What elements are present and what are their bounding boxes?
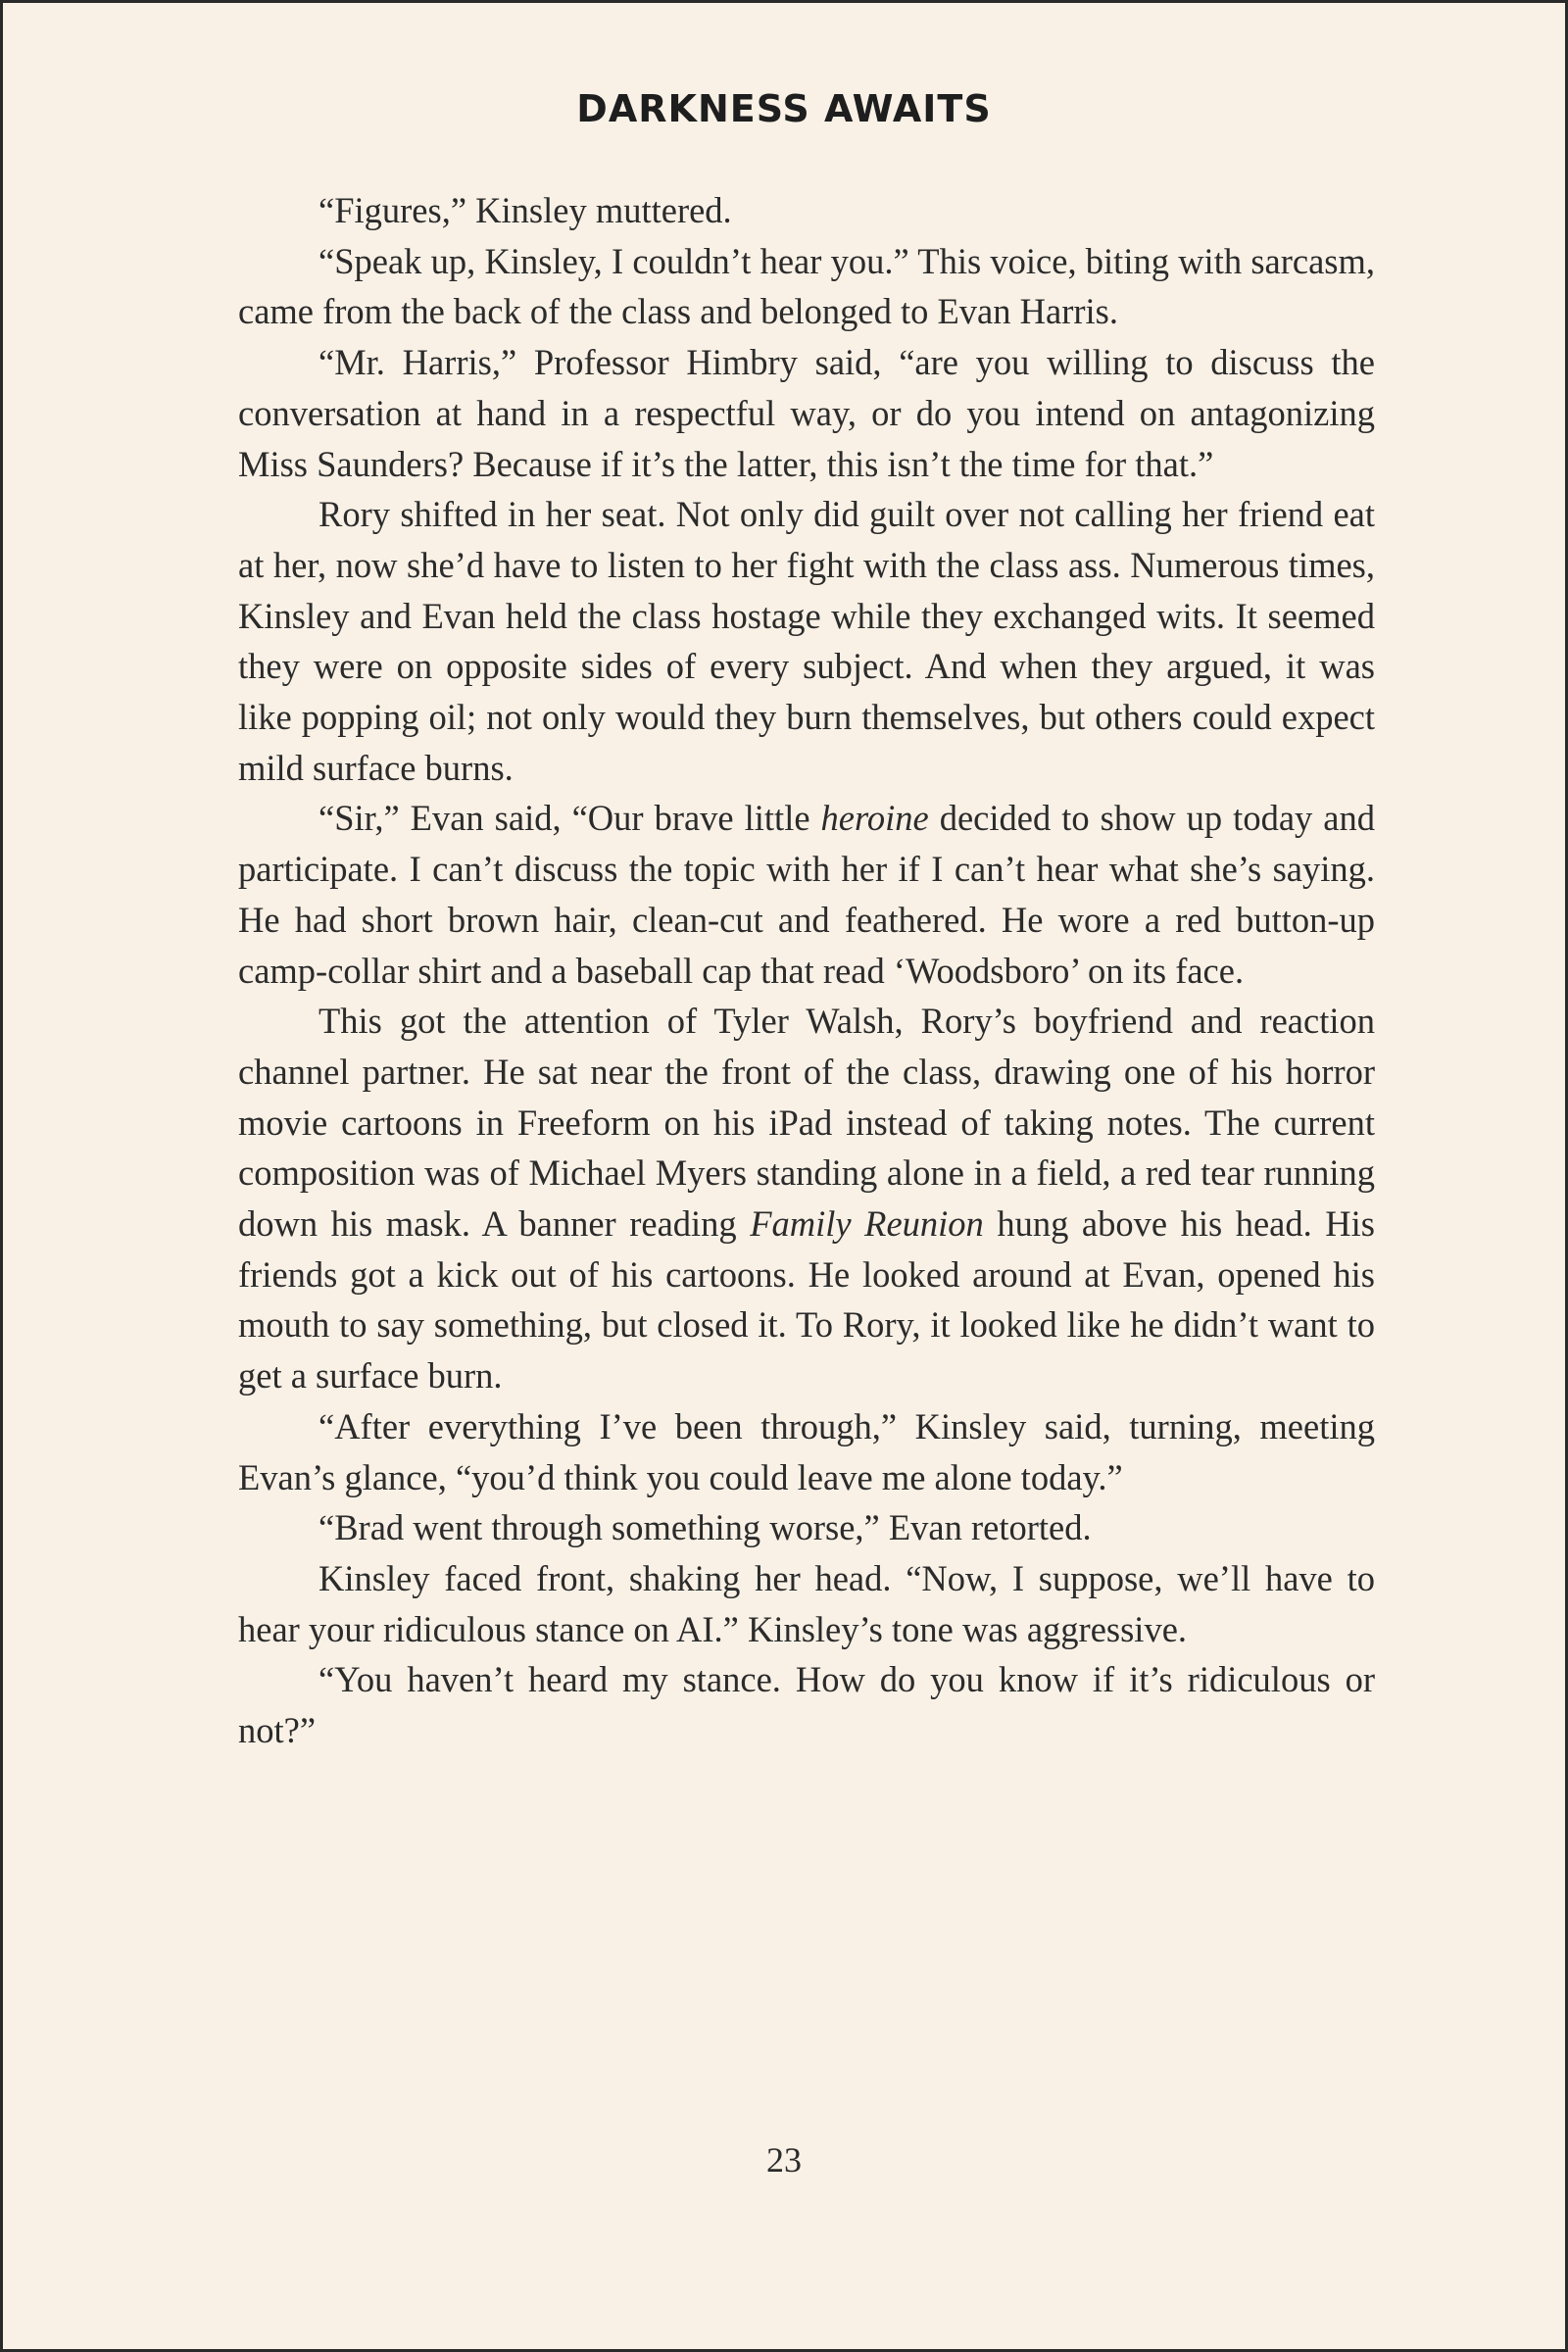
paragraph [238, 1401, 1375, 1502]
text-run: “After everything I’ve been through,” Kinsley said, turning, meeting Evan’s glance, “you’d think you could leave me alone today.” [238, 1405, 1375, 1497]
paragraph [238, 236, 1375, 337]
text-run: “Brad went through something worse,” Evan retorted. [318, 1507, 1092, 1548]
text-run: decided to show up today and participate. I can’t discuss the topic with her if I can’t hear what she’s saying. He had short brown hair, clean-cut and feathered. He wore a red button-up camp-collar shirt and a baseball cap that read ‘Woodsboro’ on its face. [238, 798, 1375, 991]
paragraph [238, 1553, 1375, 1654]
paragraph [238, 489, 1375, 793]
text-run: Rory shifted in her seat. Not only did guilt over not calling her friend eat at her, now she’d have to listen to her fight with the class ass. Numerous times, Kinsley and Evan held the class hostage while they exchanged wits. It seemed they were on opposite sides of every subject. And when they argued, it was like popping oil; not only would they burn themselves, but others could expect mild surface burns. [238, 494, 1375, 788]
running-title: DARKNESS AWAITS [576, 87, 992, 130]
paragraph [238, 185, 1375, 236]
italic-text: Family Reunion [750, 1203, 984, 1245]
paragraph [238, 996, 1375, 1401]
text-run: “Sir,” Evan said, “Our brave little [318, 798, 821, 839]
text-run: “Speak up, Kinsley, I couldn’t hear you.” This voice, biting with sarcasm, came from the back of the class and belonged to Evan Harris. [238, 240, 1375, 332]
page-number: 23 [766, 2140, 802, 2180]
paragraph [238, 337, 1375, 489]
text-run: “Mr. Harris,” Professor Himbry said, “are you willing to discuss the conversation at hand in a respectful way, or do you intend on antagonizing Miss Saunders? Because if it’s the latter, this isn’t the time for that.” [238, 342, 1375, 484]
paragraph [238, 793, 1375, 996]
body-text [238, 185, 1375, 1756]
text-run: This got the attention of Tyler Walsh, Rory’s boyfriend and reaction channel partner. He sat near the front of the class, drawing one of his horror movie cartoons in Freeform on his iPad instead of taking notes. The current composition was of Michael Myers standing alone in a field, a red tear running down his mask. A banner reading [238, 1001, 1375, 1245]
paragraph [238, 1654, 1375, 1755]
text-run: “Figures,” Kinsley muttered. [318, 190, 732, 230]
text-run: hung above his head. His friends got a kick out of his cartoons. He looked around at Evan, opened his mouth to say something, but closed it. To Rory, it looked like he didn’t want to get a surface burn. [238, 1203, 1375, 1396]
paragraph [238, 1502, 1375, 1553]
text-run: “You haven’t heard my stance. How do you know if it’s ridiculous or not?” [238, 1659, 1375, 1751]
text-run: Kinsley faced front, shaking her head. “Now, I suppose, we’ll have to hear your ridiculous stance on AI.” Kinsley’s tone was aggressive. [238, 1557, 1375, 1649]
italic-text: heroine [820, 798, 929, 839]
